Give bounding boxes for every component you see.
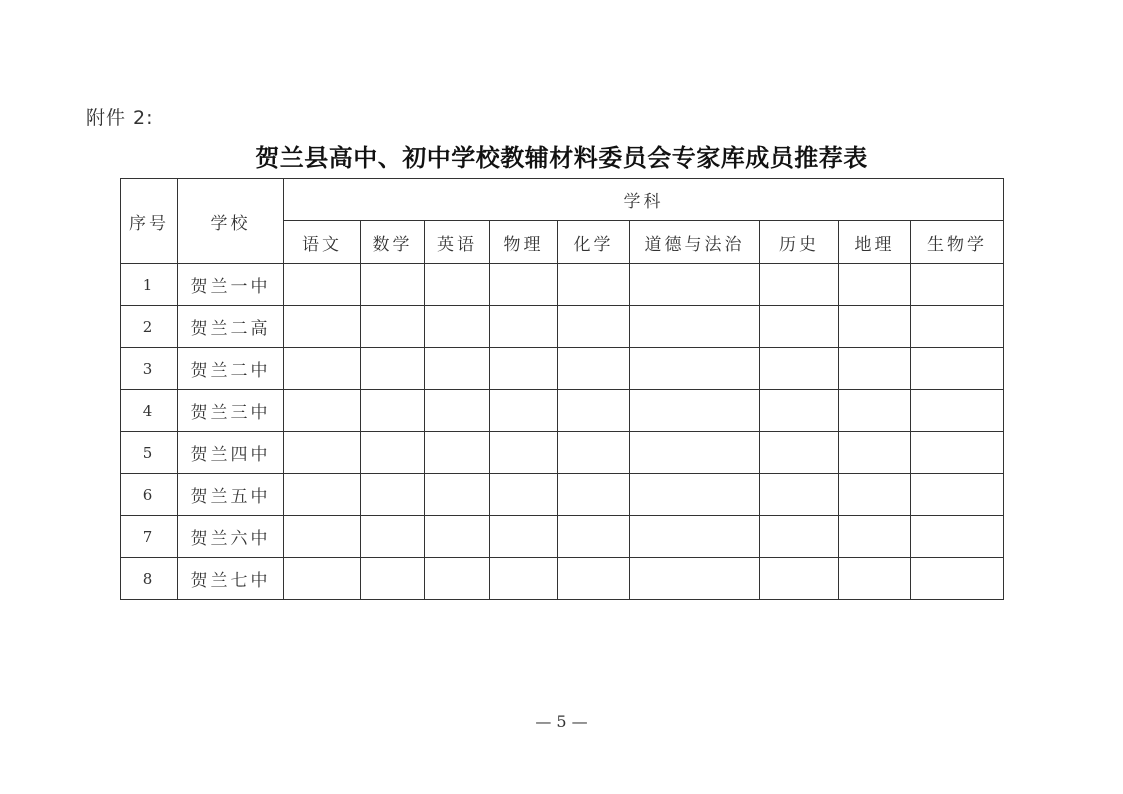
empty-cell	[839, 348, 911, 390]
empty-cell	[911, 432, 1004, 474]
empty-cell	[839, 516, 911, 558]
empty-cell	[425, 432, 490, 474]
row-index: 1	[121, 264, 178, 306]
empty-cell	[760, 390, 839, 432]
empty-cell	[361, 432, 425, 474]
empty-cell	[361, 558, 425, 600]
empty-cell	[490, 390, 558, 432]
header-school: 学校	[178, 179, 284, 264]
empty-cell	[425, 306, 490, 348]
row-index: 6	[121, 474, 178, 516]
empty-cell	[425, 516, 490, 558]
row-index: 2	[121, 306, 178, 348]
empty-cell	[558, 264, 630, 306]
table-row	[121, 306, 1004, 348]
table-row	[121, 558, 1004, 600]
header-subject-group: 学科	[284, 179, 1004, 221]
empty-cell	[839, 558, 911, 600]
header-subject: 生物学	[911, 221, 1004, 264]
row-index: 8	[121, 558, 178, 600]
empty-cell	[839, 264, 911, 306]
empty-cell	[911, 558, 1004, 600]
empty-cell	[425, 264, 490, 306]
empty-cell	[490, 474, 558, 516]
empty-cell	[361, 348, 425, 390]
empty-cell	[911, 516, 1004, 558]
empty-cell	[760, 264, 839, 306]
table-row	[121, 390, 1004, 432]
empty-cell	[558, 390, 630, 432]
empty-cell	[630, 474, 760, 516]
table-row	[121, 516, 1004, 558]
header-subject: 英语	[425, 221, 490, 264]
attachment-label: 附件 2:	[86, 107, 154, 129]
empty-cell	[760, 516, 839, 558]
empty-cell	[284, 348, 361, 390]
row-index: 3	[121, 348, 178, 390]
empty-cell	[839, 474, 911, 516]
page-title: 贺兰县高中、初中学校教辅材料委员会专家库成员推荐表	[255, 144, 868, 172]
empty-cell	[630, 390, 760, 432]
table-header-row	[121, 179, 1004, 221]
row-school: 贺兰二高	[178, 306, 284, 348]
empty-cell	[911, 348, 1004, 390]
empty-cell	[558, 432, 630, 474]
empty-cell	[839, 390, 911, 432]
empty-cell	[490, 348, 558, 390]
empty-cell	[425, 390, 490, 432]
header-subject: 历史	[760, 221, 839, 264]
row-school: 贺兰六中	[178, 516, 284, 558]
empty-cell	[490, 558, 558, 600]
empty-cell	[839, 432, 911, 474]
row-index: 4	[121, 390, 178, 432]
row-school: 贺兰四中	[178, 432, 284, 474]
row-school: 贺兰七中	[178, 558, 284, 600]
empty-cell	[361, 474, 425, 516]
empty-cell	[630, 306, 760, 348]
empty-cell	[425, 348, 490, 390]
empty-cell	[361, 390, 425, 432]
row-index: 5	[121, 432, 178, 474]
empty-cell	[558, 348, 630, 390]
empty-cell	[839, 306, 911, 348]
empty-cell	[361, 516, 425, 558]
empty-cell	[284, 306, 361, 348]
empty-cell	[425, 558, 490, 600]
header-subject: 物理	[490, 221, 558, 264]
empty-cell	[284, 264, 361, 306]
empty-cell	[490, 306, 558, 348]
row-school: 贺兰三中	[178, 390, 284, 432]
empty-cell	[361, 306, 425, 348]
table-row	[121, 264, 1004, 306]
table-row	[121, 474, 1004, 516]
empty-cell	[760, 432, 839, 474]
empty-cell	[490, 264, 558, 306]
empty-cell	[558, 558, 630, 600]
empty-cell	[760, 474, 839, 516]
empty-cell	[284, 432, 361, 474]
empty-cell	[425, 474, 490, 516]
empty-cell	[284, 516, 361, 558]
empty-cell	[558, 306, 630, 348]
header-subject: 语文	[284, 221, 361, 264]
empty-cell	[630, 264, 760, 306]
empty-cell	[760, 558, 839, 600]
table-row	[121, 348, 1004, 390]
empty-cell	[630, 348, 760, 390]
empty-cell	[558, 474, 630, 516]
empty-cell	[630, 432, 760, 474]
header-subject: 地理	[839, 221, 911, 264]
table-row	[121, 432, 1004, 474]
empty-cell	[630, 558, 760, 600]
empty-cell	[284, 474, 361, 516]
empty-cell	[558, 516, 630, 558]
empty-cell	[284, 390, 361, 432]
header-index: 序号	[121, 179, 178, 264]
empty-cell	[911, 306, 1004, 348]
row-school: 贺兰五中	[178, 474, 284, 516]
header-subject: 数学	[361, 221, 425, 264]
empty-cell	[760, 306, 839, 348]
header-subject: 化学	[558, 221, 630, 264]
empty-cell	[361, 264, 425, 306]
empty-cell	[630, 516, 760, 558]
page-number: — 5 —	[535, 712, 588, 731]
empty-cell	[911, 390, 1004, 432]
empty-cell	[490, 432, 558, 474]
recommendation-table	[120, 178, 1004, 600]
empty-cell	[760, 348, 839, 390]
empty-cell	[284, 558, 361, 600]
row-school: 贺兰二中	[178, 348, 284, 390]
empty-cell	[490, 516, 558, 558]
empty-cell	[911, 264, 1004, 306]
empty-cell	[911, 474, 1004, 516]
row-school: 贺兰一中	[178, 264, 284, 306]
row-index: 7	[121, 516, 178, 558]
header-subject: 道德与法治	[630, 221, 760, 264]
